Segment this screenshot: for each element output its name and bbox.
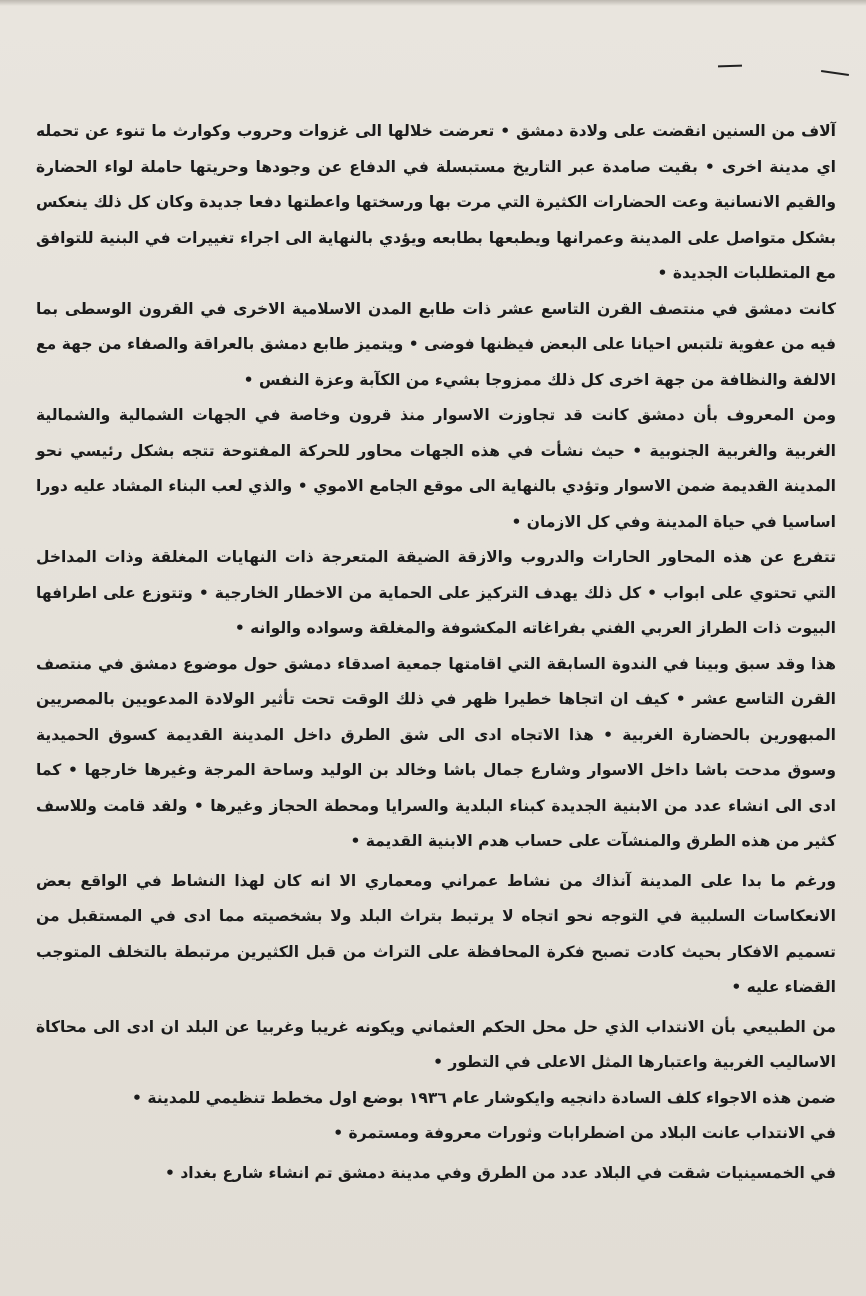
pen-mark	[718, 65, 742, 68]
paragraph-history: آلاف من السنين انقضت على ولادة دمشق • تعرضت خلالها الى غزوات وحروب وكوارث ما تنوء عن تحمله اي مدينة اخرى • بقيت صامدة عبر التاريخ مستبسلة في الدفاع عن وجودها وحريتها حاملة لواء الحضارة والقيم الانسانية وعت الحضارات الكثيرة التي مرت بها ورسختها واعطتها دفعا جديدة وكان كل ذلك ينعكس بشكل متواصل على المدينة وعمرانها ويطبعها بطابعه ويؤدي بالنهاية الى اجراء تغييرات في البنية للتوافق مع المتطلبات الجديدة •	[36, 122, 836, 282]
paragraph-plan-1936: ضمن هذه الاجواء كلف السادة دانجيه وايكوشار عام ١٩٣٦ بوضع اول مخطط تنظيمي للمدينة •	[132, 1088, 836, 1107]
paragraph-fifties: في الخمسينيات شقت في البلاد عدد من الطرق وفي مدينة دمشق تم انشاء شارع بغداد •	[165, 1163, 836, 1182]
paragraph-activity: ورغم ما بدا على المدينة آنذاك من نشاط عمراني ومعماري الا انه كان لهذا النشاط في الواقع بعض الانعكاسات السلبية في التوجه نحو اتجاه لا يرتبط بتراث البلد ولا بشخصيته مما ادى في المستقبل من تسميم الافكار بحيث كادت تصبح فكرة المحافظة على التراث من قبل الكثيرين مرتبطة بالتخلف المتوجب القضاء عليه •	[36, 871, 836, 996]
paragraph-unrest: في الانتداب عانت البلاد من اضطرابات وثورات معروفة ومستمرة •	[333, 1124, 836, 1142]
paragraph-walls: ومن المعروف بأن دمشق كانت قد تجاوزت الاسوار منذ قرون وخاصة في الجهات الشمالية والشمالية الغربية والغربية الجنوبية • حيث نشأت في هذه الجهات محاور للحركة المفتوحة تتجه بشكل رئيسي نحو المدينة القديمة ضمن الاسوار وتؤدي بالنهاية الى موقع الجامع الاموي • والذي لعب البناء المشاد عليه دورا اساسيا في حياة المدينة وفي كل الازمان •	[36, 406, 836, 531]
pen-mark	[821, 70, 849, 76]
paragraph-alleys: تتفرع عن هذه المحاور الحارات والدروب والازقة الضيقة المتعرجة ذات النهايات المغلقة وذات المداخل التي تحتوي على ابواب • كل ذلك يهدف التركيز على الحماية من الاخطار الخارجية • وتتوزع على اطرافها البيوت ذات الطراز العربي الفني بفراغاته المكشوفة والمغلقة وسواده والوانه •	[36, 548, 836, 637]
arabic-text-body	[36, 114, 836, 1191]
paragraph-19th-century: كانت دمشق في منتصف القرن التاسع عشر ذات طابع المدن الاسلامية الاخرى في القرون الوسطى بما فيه من عفوية تلتبس احيانا على البعض فيظنها فوضى • ويتميز طابع دمشق بالعراقة والصفاء من جهة مع الالفة والنظافة من جهة اخرى كل ذلك ممزوجا بشيء من الكآبة وعزة النفس •	[36, 299, 836, 389]
page-top-edge	[0, 0, 866, 6]
paragraph-mandate: من الطبيعي بأن الانتداب الذي حل محل الحكم العثماني ويكونه غريبا وغربيا عن البلد ان ادى الى محاكاة الاساليب الغربية واعتبارها المثل الاعلى في التطور •	[36, 1017, 836, 1071]
paragraph-previous-seminar: هذا وقد سبق وبينا في الندوة السابقة التي اقامتها جمعية اصدقاء دمشق حول موضوع دمشق في منتصف القرن التاسع عشر • كيف ان اتجاها خطيرا ظهر في ذلك الوقت تحت تأثير الولادة المدعويين بالمصريين المبهورين بالحضارة الغربية • هذا الاتجاه ادى الى شق الطرق داخل المدينة القديمة كسوق الحميدية وسوق مدحت باشا داخل الاسوار وشارع جمال باشا وخالد بن الوليد وساحة المرجة وغيرها خارجها • كما ادى الى انشاء عدد من الابنية الجديدة كبناء البلدية والسرايا ومحطة الحجاز وغيرها • ولقد قامت وللاسف كثير من هذه الطرق والمنشآت على حساب هدم الابنية القديمة •	[36, 654, 836, 850]
